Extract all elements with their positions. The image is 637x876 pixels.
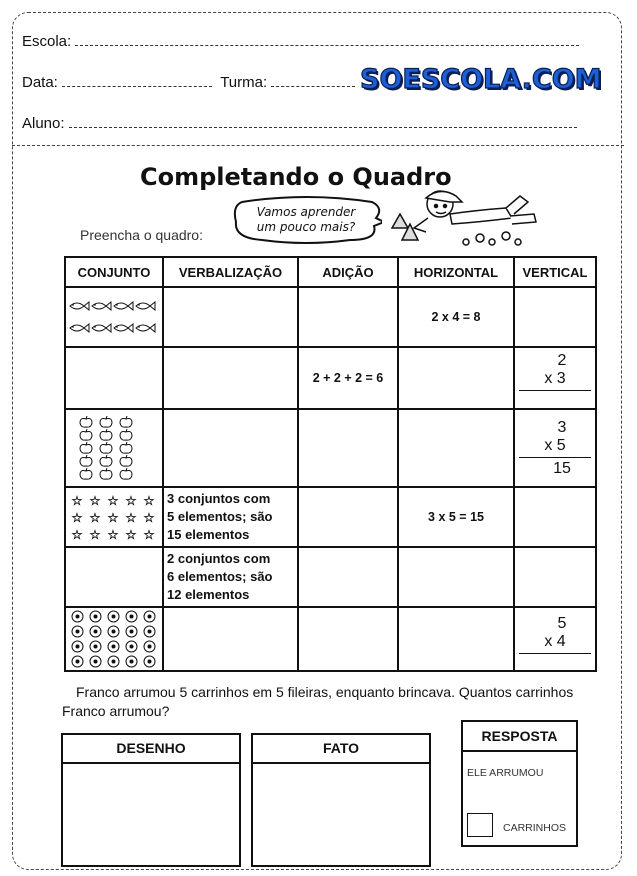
vertical-op: x 3	[544, 369, 566, 387]
horizontal-cell[interactable]	[398, 607, 514, 671]
vertical-cell	[514, 347, 596, 409]
answer-input-box[interactable]	[467, 813, 493, 837]
verbal-cell	[163, 547, 298, 607]
ball-set	[66, 610, 162, 668]
drawing-box[interactable]	[61, 733, 241, 867]
ball-icon	[71, 625, 84, 638]
instruction-text: Preencha o quadro:	[80, 227, 203, 243]
apple-icon	[99, 429, 113, 441]
fact-box-title: FATO	[253, 735, 429, 764]
table-row	[65, 287, 596, 347]
bubble-line-2: um pouco mais?	[256, 220, 356, 234]
set-cell[interactable]	[65, 547, 163, 607]
bubble-line-1: Vamos aprender	[256, 205, 356, 219]
date-field[interactable]	[62, 85, 212, 87]
star-icon: ☆	[143, 527, 155, 542]
addition-cell[interactable]	[298, 409, 398, 487]
star-icon: ☆	[107, 493, 119, 508]
star-icon: ☆	[107, 527, 119, 542]
ball-icon	[71, 640, 84, 653]
vertical-result[interactable]	[515, 656, 595, 664]
vertical-multiplication	[515, 419, 595, 478]
set-cell	[65, 287, 163, 347]
col-header-vertical: VERTICAL	[514, 257, 596, 287]
ball-icon	[125, 640, 138, 653]
header-divider	[12, 145, 624, 146]
horizontal-cell[interactable]	[398, 547, 514, 607]
vertical-result: 15	[553, 459, 571, 477]
ball-icon	[89, 625, 102, 638]
vertical-op: x 5	[544, 436, 566, 454]
ball-icon	[143, 640, 156, 653]
fish-icon	[68, 301, 90, 311]
ball-icon	[89, 655, 102, 668]
col-header-adicao: ADIÇÃO	[298, 257, 398, 287]
verbal-line: 5 elementos; são	[167, 509, 273, 524]
apple-icon	[79, 429, 93, 441]
apple-icon	[79, 442, 93, 454]
verbal-cell[interactable]	[163, 347, 298, 409]
fish-icon	[112, 323, 134, 333]
table-row	[65, 547, 596, 607]
school-label: Escola:	[22, 33, 72, 50]
answer-line-2: CARRINHOS	[503, 822, 567, 834]
drawing-box-title: DESENHO	[63, 735, 239, 764]
ball-icon	[107, 610, 120, 623]
set-cell	[65, 607, 163, 671]
verbal-cell	[163, 487, 298, 547]
apple-icon	[119, 455, 133, 467]
vertical-cell[interactable]	[514, 287, 596, 347]
student-line	[22, 115, 577, 132]
vertical-top: 3	[557, 418, 567, 436]
multiplication-table	[64, 256, 597, 672]
fish-icon	[134, 301, 156, 311]
col-header-horizontal: HORIZONTAL	[398, 257, 514, 287]
verbal-cell[interactable]	[163, 409, 298, 487]
star-icon: ☆	[125, 493, 137, 508]
date-label: Data:	[22, 74, 58, 91]
vertical-bar	[519, 457, 591, 458]
fact-box[interactable]	[251, 733, 431, 867]
star-icon: ☆	[125, 527, 137, 542]
apple-icon	[99, 468, 113, 480]
star-icon: ☆	[143, 510, 155, 525]
ball-icon	[143, 655, 156, 668]
star-icon: ☆	[143, 493, 155, 508]
col-header-verbalizacao: VERBALIZAÇÃO	[163, 257, 298, 287]
vertical-op: x 4	[544, 632, 566, 650]
class-field[interactable]	[271, 85, 355, 87]
apple-icon	[79, 468, 93, 480]
vertical-cell[interactable]	[514, 487, 596, 547]
horizontal-cell: 3 x 5 = 15	[398, 487, 514, 547]
apple-icon	[99, 416, 113, 428]
verbal-line: 12 elementos	[167, 587, 250, 602]
addition-cell[interactable]	[298, 607, 398, 671]
set-cell	[65, 487, 163, 547]
boy-illustration	[388, 188, 548, 255]
star-icon: ☆	[71, 493, 83, 508]
addition-cell: 2 + 2 + 2 = 6	[298, 347, 398, 409]
star-icon: ☆	[107, 510, 119, 525]
apple-icon	[99, 455, 113, 467]
vertical-result[interactable]	[515, 393, 595, 405]
school-field[interactable]	[75, 44, 579, 46]
set-cell	[65, 409, 163, 487]
star-icon: ☆	[89, 527, 101, 542]
col-header-conjunto: CONJUNTO	[65, 257, 163, 287]
set-cell[interactable]	[65, 347, 163, 409]
table-row	[65, 487, 596, 547]
vertical-cell[interactable]	[514, 547, 596, 607]
table-row	[65, 607, 596, 671]
student-field[interactable]	[69, 126, 577, 128]
fish-icon	[90, 323, 112, 333]
horizontal-cell[interactable]	[398, 347, 514, 409]
apple-set	[76, 416, 142, 480]
verbal-line: 15 elementos	[167, 527, 250, 542]
ball-icon	[125, 625, 138, 638]
ball-icon	[107, 625, 120, 638]
addition-cell[interactable]	[298, 287, 398, 347]
ball-icon	[71, 655, 84, 668]
fish-icon	[134, 323, 156, 333]
table-row	[65, 409, 596, 487]
answer-line-1: ELE ARRUMOU	[467, 767, 544, 779]
ball-icon	[107, 640, 120, 653]
addition-cell[interactable]	[298, 547, 398, 607]
table-row	[65, 347, 596, 409]
vertical-cell	[514, 607, 596, 671]
vertical-bar	[519, 390, 591, 391]
verbal-line: 2 conjuntos com	[167, 551, 271, 566]
vertical-cell	[514, 409, 596, 487]
horizontal-cell: 2 x 4 = 8	[398, 287, 514, 347]
vertical-bar	[519, 653, 591, 654]
word-problem: Franco arrumou 5 carrinhos em 5 fileiras, enquanto brincava. Quantos carrinhos Franco arrumou?	[62, 684, 574, 719]
ball-icon	[71, 610, 84, 623]
fish-icon	[112, 301, 134, 311]
verbal-line: 6 elementos; são	[167, 569, 273, 584]
apple-icon	[119, 468, 133, 480]
ball-icon	[143, 625, 156, 638]
ball-icon	[125, 610, 138, 623]
apple-icon	[99, 442, 113, 454]
addition-cell[interactable]	[298, 487, 398, 547]
vertical-multiplication	[515, 615, 595, 664]
star-icon: ☆	[89, 510, 101, 525]
activity-title: Completando o Quadro	[140, 163, 452, 191]
ball-icon	[143, 610, 156, 623]
fish-icon	[90, 301, 112, 311]
verbal-line: 3 conjuntos com	[167, 491, 271, 506]
vertical-top: 5	[557, 614, 567, 632]
star-icon: ☆	[71, 527, 83, 542]
table-header-row	[65, 257, 596, 287]
answer-box-title: RESPOSTA	[463, 722, 576, 752]
star-set	[66, 493, 162, 542]
soescola-logo: SOESCOLA.COM	[360, 64, 602, 95]
star-icon: ☆	[125, 510, 137, 525]
vertical-multiplication	[515, 352, 595, 405]
apple-icon	[79, 416, 93, 428]
horizontal-cell[interactable]	[398, 409, 514, 487]
class-label: Turma:	[220, 74, 268, 91]
apple-icon	[79, 455, 93, 467]
fish-set	[66, 301, 162, 333]
star-icon: ☆	[89, 493, 101, 508]
ball-icon	[125, 655, 138, 668]
fish-icon	[68, 323, 90, 333]
verbal-cell[interactable]	[163, 287, 298, 347]
ball-icon	[107, 655, 120, 668]
speech-bubble	[232, 196, 380, 242]
verbal-cell[interactable]	[163, 607, 298, 671]
apple-icon	[119, 416, 133, 428]
apple-icon	[119, 442, 133, 454]
ball-icon	[89, 640, 102, 653]
apple-icon	[119, 429, 133, 441]
vertical-top: 2	[557, 351, 567, 369]
star-icon: ☆	[71, 510, 83, 525]
date-line	[22, 74, 355, 91]
school-line	[22, 33, 579, 50]
student-label: Aluno:	[22, 115, 65, 132]
ball-icon	[89, 610, 102, 623]
